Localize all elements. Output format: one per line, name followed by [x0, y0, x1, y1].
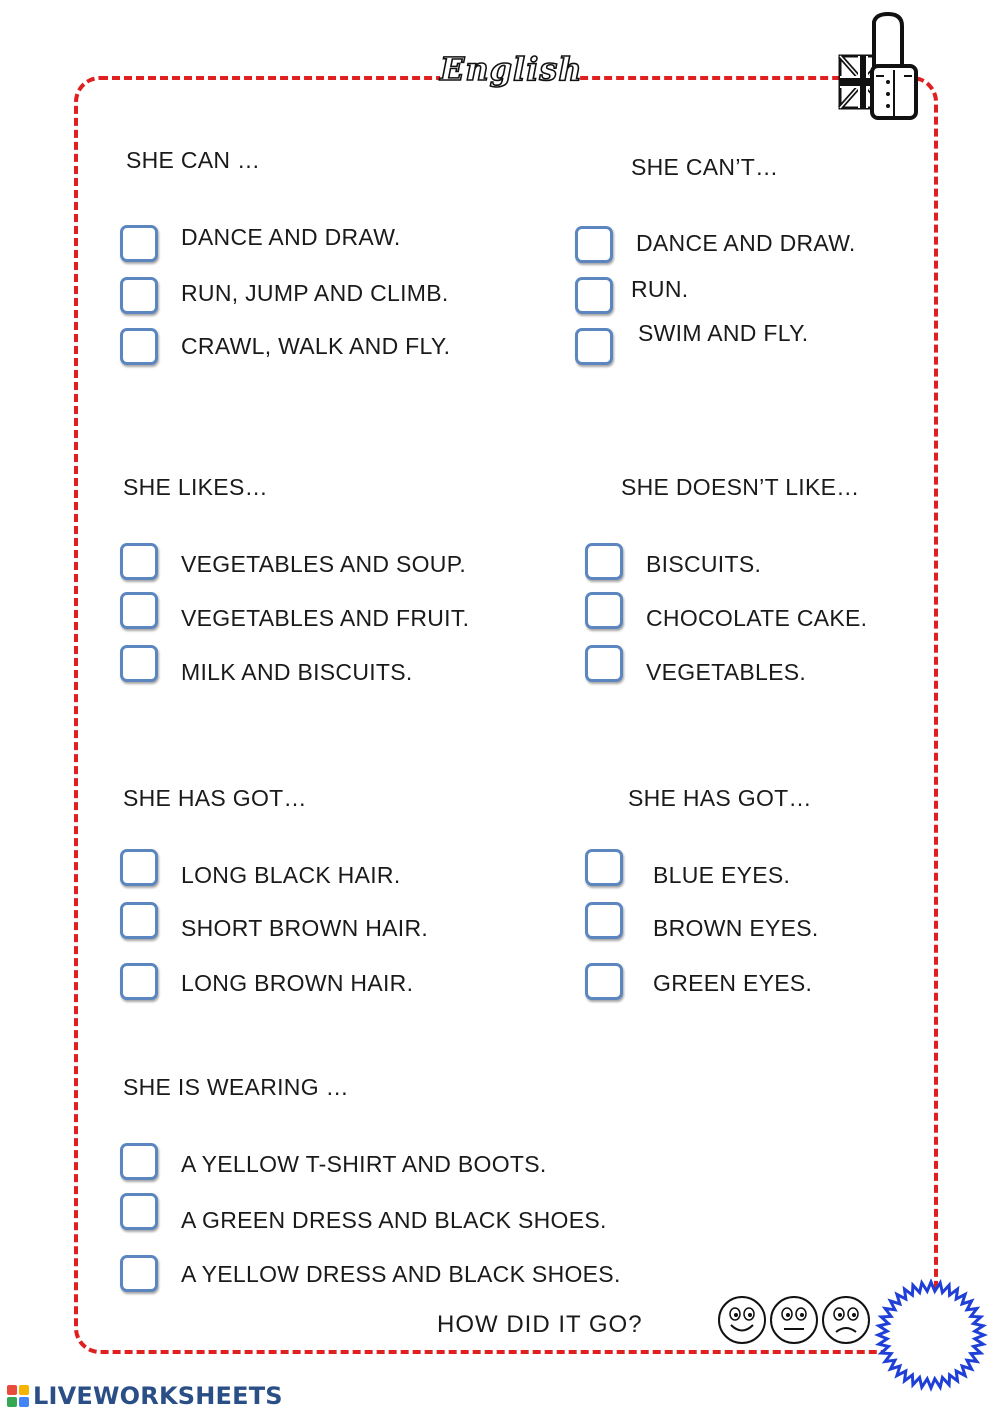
happy-face-icon	[719, 1297, 765, 1343]
option-label: MILK AND BISCUITS.	[181, 659, 413, 685]
option-label: BISCUITS.	[646, 551, 762, 577]
checkbox-she-doesnt-like-2[interactable]	[585, 592, 623, 629]
checkbox-wearing-2[interactable]	[120, 1193, 158, 1230]
option-label: GREEN EYES.	[653, 970, 813, 996]
checkbox-hair-3[interactable]	[120, 963, 158, 1000]
checkbox-she-cant-1[interactable]	[575, 226, 613, 263]
score-star-badge-icon[interactable]	[874, 1278, 988, 1392]
section-heading-she-has-got-eyes: SHE HAS GOT…	[628, 785, 812, 811]
option-label: VEGETABLES AND SOUP.	[181, 551, 467, 577]
checkbox-eyes-3[interactable]	[585, 963, 623, 1000]
option-label: A GREEN DRESS AND BLACK SHOES.	[181, 1207, 607, 1233]
checkbox-hair-1[interactable]	[120, 849, 158, 886]
section-heading-she-likes: SHE LIKES…	[123, 474, 268, 500]
option-label: LONG BROWN HAIR.	[181, 970, 414, 996]
section-heading-she-doesnt-like: SHE DOESN’T LIKE…	[621, 474, 860, 500]
checkbox-she-can-2[interactable]	[120, 277, 158, 314]
checkbox-she-likes-3[interactable]	[120, 645, 158, 682]
option-label: CRAWL, WALK AND FLY.	[181, 333, 451, 359]
checkbox-hair-2[interactable]	[120, 902, 158, 939]
sad-face-icon	[823, 1297, 869, 1343]
liveworksheets-logo-icon	[6, 1384, 30, 1408]
option-label: SHORT BROWN HAIR.	[181, 915, 429, 941]
footer-brand	[6, 1381, 283, 1411]
checkbox-she-doesnt-like-3[interactable]	[585, 645, 623, 682]
checkbox-she-likes-1[interactable]	[120, 543, 158, 580]
brand-name: LIVEWORKSHEETS	[33, 1382, 283, 1410]
feedback-faces	[716, 1294, 872, 1346]
worksheet-title: English	[440, 46, 578, 92]
option-label: BLUE EYES.	[653, 862, 791, 888]
checkbox-she-can-3[interactable]	[120, 328, 158, 365]
checkbox-she-cant-2[interactable]	[575, 277, 613, 314]
option-label: VEGETABLES AND FRUIT.	[181, 605, 470, 631]
section-heading-she-cant: SHE CAN’T…	[631, 154, 779, 180]
option-label: LONG BLACK HAIR.	[181, 862, 401, 888]
checkbox-eyes-1[interactable]	[585, 849, 623, 886]
section-heading-she-can: SHE CAN …	[126, 147, 261, 173]
checkbox-she-can-1[interactable]	[120, 225, 158, 262]
checkbox-she-doesnt-like-1[interactable]	[585, 543, 623, 580]
neutral-face-icon	[771, 1297, 817, 1343]
checkbox-she-likes-2[interactable]	[120, 592, 158, 629]
option-label: CHOCOLATE CAKE.	[646, 605, 868, 631]
option-label: SWIM AND FLY.	[638, 320, 809, 346]
feedback-question: HOW DID IT GO?	[437, 1311, 643, 1338]
checkbox-she-cant-3[interactable]	[575, 328, 613, 365]
option-label: DANCE AND DRAW.	[636, 230, 856, 256]
option-label: A YELLOW DRESS AND BLACK SHOES.	[181, 1261, 621, 1287]
option-label: A YELLOW T-SHIRT AND BOOTS.	[181, 1151, 547, 1177]
section-heading-she-is-wearing: SHE IS WEARING …	[123, 1074, 349, 1100]
section-heading-she-has-got-hair: SHE HAS GOT…	[123, 785, 307, 811]
checkbox-wearing-1[interactable]	[120, 1143, 158, 1180]
option-label: RUN, JUMP AND CLIMB.	[181, 280, 449, 306]
option-label: VEGETABLES.	[646, 659, 807, 685]
option-label: BROWN EYES.	[653, 915, 819, 941]
checkbox-wearing-3[interactable]	[120, 1255, 158, 1292]
checkbox-eyes-2[interactable]	[585, 902, 623, 939]
option-label: RUN.	[631, 276, 689, 302]
option-label: DANCE AND DRAW.	[181, 224, 401, 250]
british-guard-flag-icon	[836, 12, 922, 124]
